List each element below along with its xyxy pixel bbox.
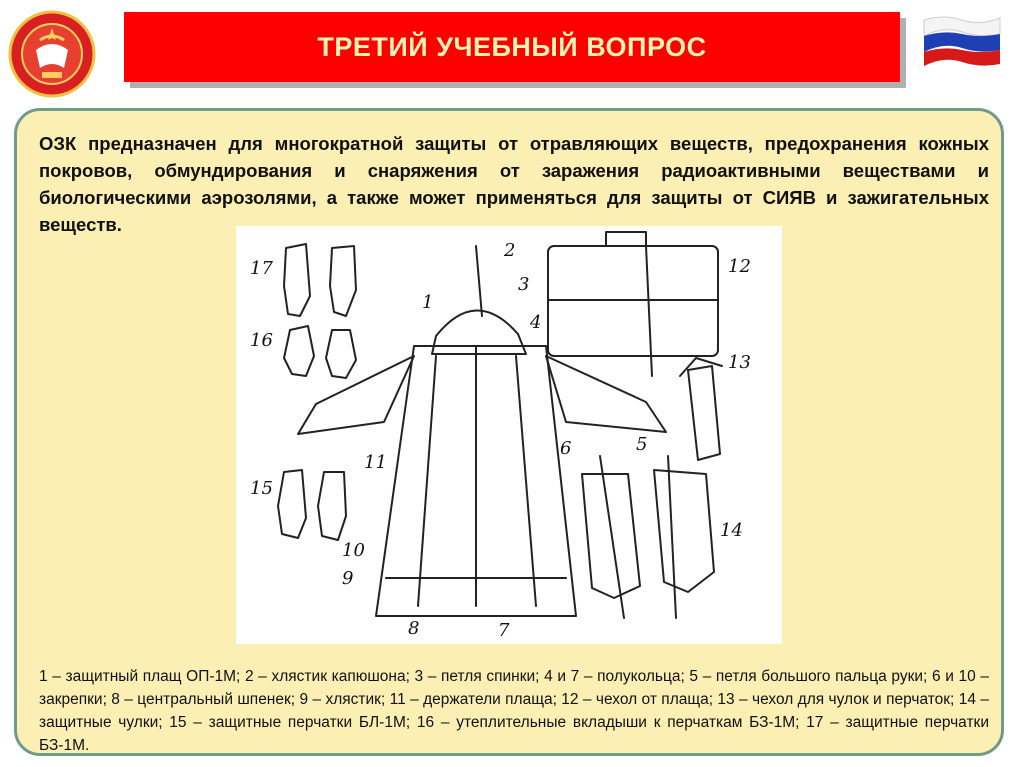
- fig-label-7: 7: [498, 620, 510, 641]
- case-13: [688, 366, 720, 460]
- glove-bz1m-right: [330, 246, 356, 316]
- fig-label-6: 6: [560, 438, 572, 459]
- military-academy-emblem-icon: [6, 10, 98, 98]
- fig-label-17: 17: [250, 258, 273, 279]
- fig-label-14: 14: [720, 520, 743, 541]
- fig-label-2: 2: [504, 240, 516, 261]
- liner-right: [326, 330, 356, 378]
- content-panel: [14, 108, 1004, 756]
- fig-label-11: 11: [364, 452, 387, 473]
- legend-paragraph: 1 – защитный плащ ОП-1М; 2 – хлястик капюшона; 3 – петля спинки; 4 и 7 – полукольца; 5 – петля большого пальца руки; 6 и 10 – закрепки; 8 – центральный шпенек; 9 – хлястик; 11 – держатели плаща; 12 – чехол от плаща; 13 – чехол для чулок и перчаток; 14 – защитные чулки; 15 – защитные перчатки БЛ-1М; 16 – утеплительные вкладыши к перчаткам БЗ-1М; 17 – защитные перчатки БЗ-1М.: [39, 667, 989, 754]
- fig-label-10: 10: [342, 540, 365, 561]
- fig-label-12: 12: [728, 256, 751, 277]
- stocking-right: [654, 470, 714, 592]
- fig-label-16: 16: [250, 330, 273, 351]
- russian-flag-icon: [922, 12, 1002, 68]
- fig-label-4: 4: [530, 312, 542, 333]
- page-title: ТРЕТИЙ УЧЕБНЫЙ ВОПРОС: [317, 31, 707, 62]
- fig-label-3: 3: [518, 274, 530, 295]
- ozk-illustration: [236, 226, 782, 644]
- fig-label-9: 9: [342, 568, 354, 589]
- liner-left: [284, 326, 314, 376]
- title-banner: [124, 12, 900, 82]
- cloak-left-sleeve: [298, 356, 414, 434]
- glove-bl1m-left: [278, 470, 306, 538]
- fig-label-13: 13: [728, 352, 751, 373]
- glove-bl1m-right: [318, 472, 346, 540]
- fig-label-15: 15: [250, 478, 273, 499]
- intro-paragraph: ОЗК предназначен для многократной защиты от отравляющих веществ, предохранения кожных покровов, обмундирования и снаряжения от заражения радиоактивными веществами и биологическими аэрозолями, а также может применяться для защиты от СИЯВ и зажигательных веществ.: [39, 132, 989, 235]
- fig-label-1: 1: [422, 292, 434, 313]
- cloak-hood: [432, 310, 526, 354]
- cloak-right-sleeve: [546, 356, 666, 432]
- fig-label-5: 5: [636, 434, 648, 455]
- glove-bz1m-left: [284, 244, 310, 316]
- fig-label-8: 8: [408, 618, 420, 639]
